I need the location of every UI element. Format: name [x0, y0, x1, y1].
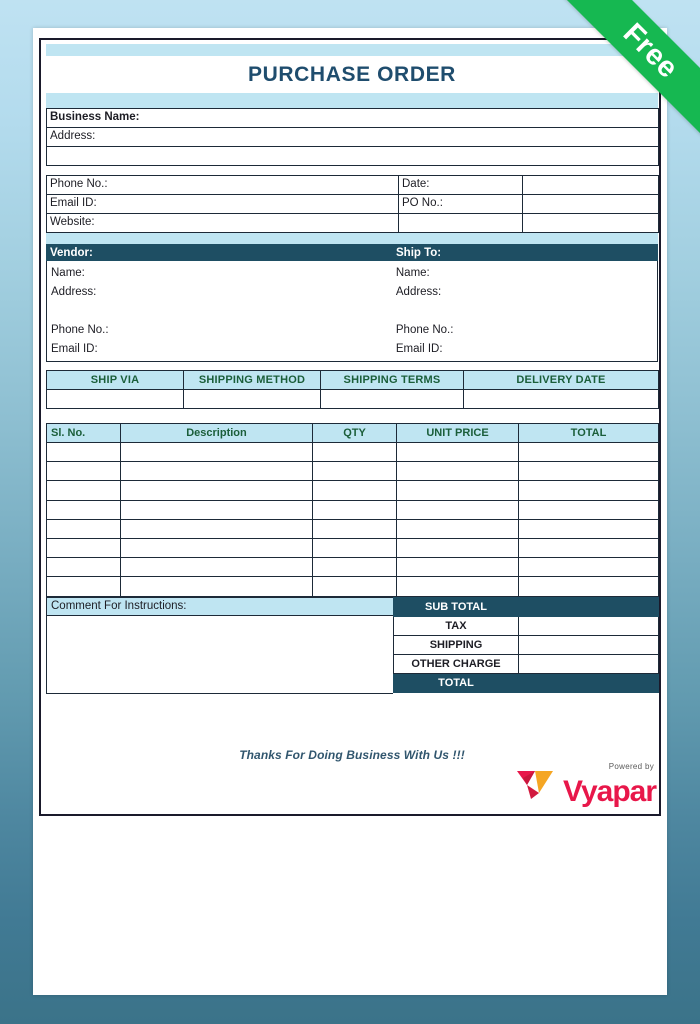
shipping-value-row [47, 390, 659, 409]
page-title: PURCHASE ORDER [248, 63, 456, 86]
table-row [47, 195, 659, 214]
spacer-after-party [46, 362, 658, 370]
po-value-cell[interactable] [523, 195, 659, 214]
title-band-top [46, 44, 658, 57]
shipping-header-row [47, 371, 659, 390]
powered-by-label: Powered by [608, 762, 654, 771]
item-cell-total[interactable] [519, 481, 659, 500]
item-cell-qty[interactable] [313, 500, 397, 519]
item-cell-sl-no[interactable] [47, 538, 121, 557]
items-body [47, 443, 659, 597]
items-header-total: TOTAL [519, 424, 659, 443]
item-cell-total[interactable] [519, 538, 659, 557]
item-cell-sl-no[interactable] [47, 443, 121, 462]
ship-to-phone-row[interactable]: Phone No.: [395, 324, 454, 336]
business-address-cell[interactable]: Address: [47, 128, 659, 147]
paper-sheet [33, 28, 667, 995]
shipping-header-ship-via: SHIP VIA [47, 371, 184, 390]
website-extra-cell[interactable] [399, 214, 523, 233]
item-cell-total[interactable] [519, 519, 659, 538]
shipping-value-ship-via[interactable] [47, 390, 184, 409]
totals-value-other-charge[interactable] [519, 655, 659, 674]
spacer-after-address [46, 166, 658, 175]
totals-label-tax: TAX [394, 616, 519, 635]
shipping-value-shipping-terms[interactable] [321, 390, 464, 409]
website-label-cell[interactable]: Website: [47, 214, 399, 233]
po-label-cell[interactable]: PO No.: [399, 195, 523, 214]
item-cell-sl-no[interactable] [47, 519, 121, 538]
date-label-cell[interactable]: Date: [399, 176, 523, 195]
item-cell-sl-no[interactable] [47, 481, 121, 500]
item-cell-unit-price[interactable] [397, 500, 519, 519]
item-cell-total[interactable] [519, 462, 659, 481]
item-cell-description[interactable] [121, 443, 313, 462]
items-table [46, 423, 659, 597]
item-cell-unit-price[interactable] [397, 558, 519, 577]
totals-row [394, 674, 659, 693]
item-cell-description[interactable] [121, 462, 313, 481]
comment-totals-section [46, 597, 658, 694]
date-value-cell[interactable] [523, 176, 659, 195]
item-cell-total[interactable] [519, 443, 659, 462]
item-cell-description[interactable] [121, 519, 313, 538]
title-block [46, 44, 658, 108]
vendor-address-blank[interactable] [51, 302, 392, 321]
items-header-qty: QTY [313, 424, 397, 443]
vendor-address-row[interactable]: Address: [51, 286, 97, 298]
vyapar-logo-icon [515, 768, 559, 805]
spacer-band-before-vendor [46, 233, 658, 244]
item-cell-unit-price[interactable] [397, 481, 519, 500]
business-info-table [46, 108, 659, 166]
form-footer [46, 740, 658, 810]
table-row [47, 128, 659, 147]
comment-column [46, 597, 393, 694]
totals-row [394, 597, 659, 616]
table-row [47, 147, 659, 166]
item-cell-description[interactable] [121, 500, 313, 519]
totals-label-sub-total: SUB TOTAL [394, 597, 519, 616]
item-cell-qty[interactable] [313, 462, 397, 481]
totals-row [394, 655, 659, 674]
item-cell-total[interactable] [519, 558, 659, 577]
item-cell-description[interactable] [121, 481, 313, 500]
email-label-cell[interactable]: Email ID: [47, 195, 399, 214]
shipping-value-delivery-date[interactable] [464, 390, 659, 409]
table-row [47, 500, 659, 519]
ship-to-block [392, 261, 657, 361]
party-header-row [46, 244, 658, 261]
table-row [47, 109, 659, 128]
items-header-description: Description [121, 424, 313, 443]
items-header-unit-price: UNIT PRICE [397, 424, 519, 443]
website-extra-cell-2[interactable] [523, 214, 659, 233]
table-row [47, 214, 659, 233]
totals-label-other-charge: OTHER CHARGE [394, 655, 519, 674]
item-cell-qty[interactable] [313, 538, 397, 557]
totals-value-tax[interactable] [519, 616, 659, 635]
title-band-bottom [46, 93, 658, 108]
vendor-phone-row[interactable]: Phone No.: [51, 324, 109, 336]
item-cell-description[interactable] [121, 577, 313, 596]
totals-column [393, 597, 658, 694]
comment-label: Comment For Instructions: [46, 597, 393, 616]
free-ribbon-label: Free [617, 16, 685, 85]
item-cell-sl-no[interactable] [47, 462, 121, 481]
shipping-value-shipping-method[interactable] [184, 390, 321, 409]
ship-to-name-row[interactable]: Name: [395, 267, 430, 279]
spacer-before-items [46, 409, 658, 423]
item-cell-qty[interactable] [313, 558, 397, 577]
shipping-header-shipping-terms: SHIPPING TERMS [321, 371, 464, 390]
items-header-row [47, 424, 659, 443]
totals-value-total[interactable] [519, 674, 659, 693]
item-cell-unit-price[interactable] [397, 577, 519, 596]
comment-input-area[interactable] [46, 616, 393, 694]
vendor-heading: Vendor: [50, 246, 93, 259]
totals-value-shipping[interactable] [519, 635, 659, 654]
table-row [47, 558, 659, 577]
ship-to-address-blank[interactable] [396, 302, 657, 321]
shipping-header-shipping-method: SHIPPING METHOD [184, 371, 321, 390]
item-cell-unit-price[interactable] [397, 443, 519, 462]
table-row [47, 462, 659, 481]
shipping-table [46, 370, 659, 409]
vendor-name-row[interactable]: Name: [51, 267, 85, 279]
item-cell-qty[interactable] [313, 481, 397, 500]
phone-label-cell[interactable]: Phone No.: [47, 176, 399, 195]
item-cell-sl-no[interactable] [47, 500, 121, 519]
item-cell-unit-price[interactable] [397, 538, 519, 557]
totals-row [394, 616, 659, 635]
table-row [47, 176, 659, 195]
totals-table [393, 597, 659, 694]
thanks-message: Thanks For Doing Business With Us !!! [239, 748, 465, 762]
contact-info-table [46, 175, 659, 233]
ship-to-heading: Ship To: [396, 246, 442, 259]
totals-row [394, 635, 659, 654]
vyapar-branding [515, 762, 656, 809]
table-row [47, 577, 659, 596]
item-cell-description[interactable] [121, 558, 313, 577]
item-cell-qty[interactable] [313, 577, 397, 596]
vyapar-wordmark: Vyapar [563, 775, 656, 809]
shipping-header-delivery-date: DELIVERY DATE [464, 371, 659, 390]
title-area [46, 57, 658, 93]
table-row [47, 481, 659, 500]
item-cell-unit-price[interactable] [397, 462, 519, 481]
ship-to-email-row[interactable]: Email ID: [395, 343, 443, 355]
vendor-email-row[interactable]: Email ID: [51, 343, 98, 355]
ship-to-address-row[interactable]: Address: [395, 286, 442, 298]
table-row [47, 538, 659, 557]
totals-label-total: TOTAL [394, 674, 519, 693]
business-name-cell[interactable]: Business Name: [47, 109, 659, 128]
table-row [47, 519, 659, 538]
item-cell-sl-no[interactable] [47, 558, 121, 577]
purchase-order-form [39, 38, 661, 816]
totals-value-sub-total[interactable] [519, 597, 659, 616]
item-cell-qty[interactable] [313, 519, 397, 538]
item-cell-sl-no[interactable] [47, 577, 121, 596]
item-cell-total[interactable] [519, 577, 659, 596]
totals-label-shipping: SHIPPING [394, 635, 519, 654]
business-address-cell-2[interactable] [47, 147, 659, 166]
item-cell-qty[interactable] [313, 443, 397, 462]
item-cell-unit-price[interactable] [397, 519, 519, 538]
item-cell-description[interactable] [121, 538, 313, 557]
items-header-sl-no: Sl. No. [47, 424, 121, 443]
item-cell-total[interactable] [519, 500, 659, 519]
party-body [46, 261, 658, 362]
vendor-block [47, 261, 392, 361]
table-row [47, 443, 659, 462]
